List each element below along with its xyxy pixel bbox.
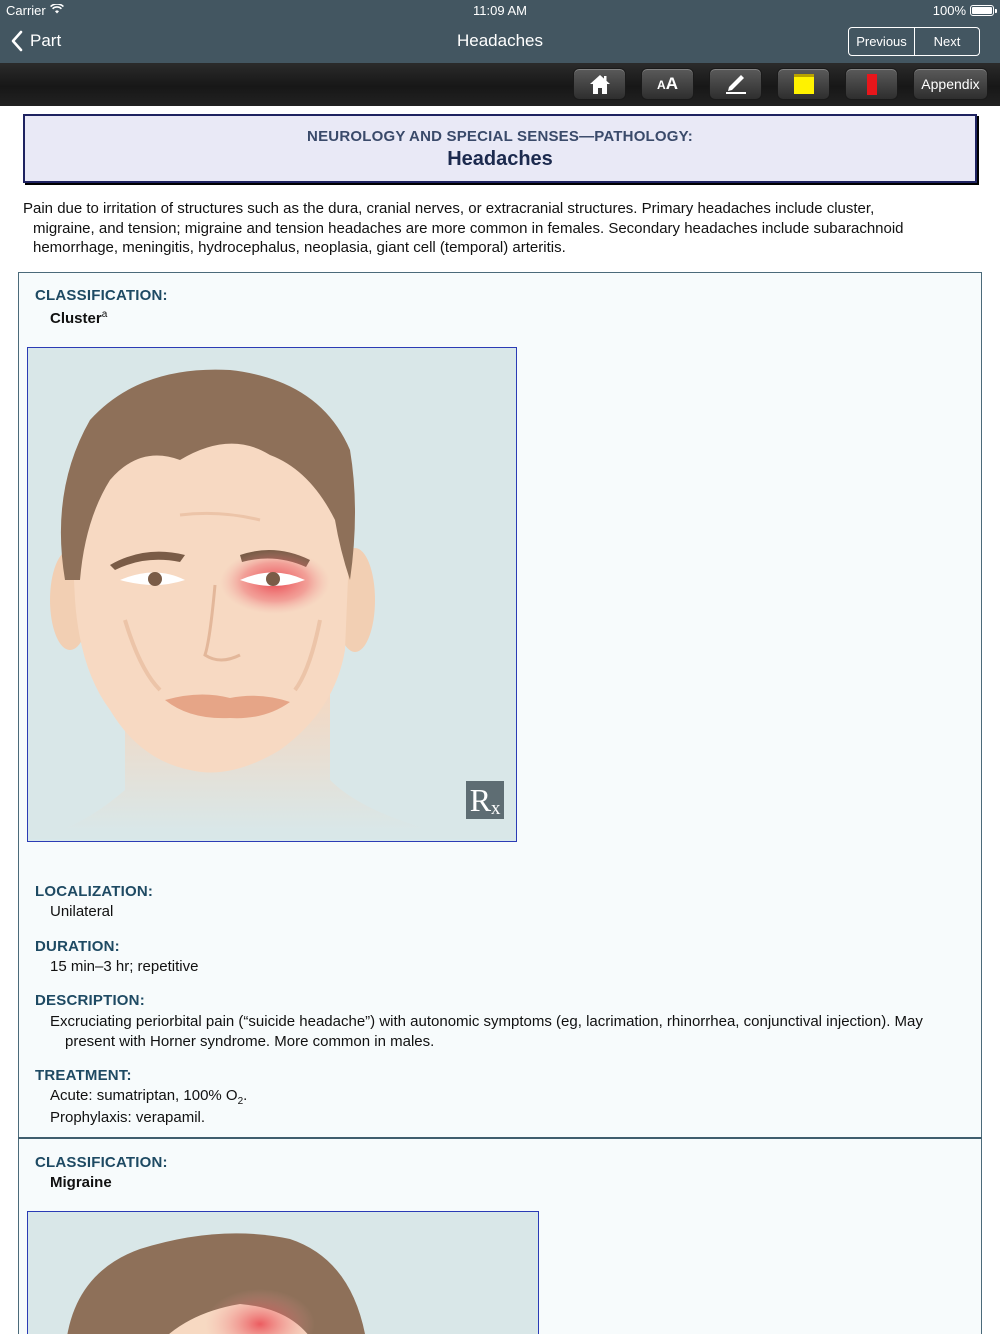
next-button[interactable]: Next [933, 34, 961, 49]
home-icon [588, 73, 612, 95]
classification-value: Cluster$^a$ [50, 309, 108, 327]
note-button[interactable] [777, 68, 830, 100]
nav-title: Headaches [456, 31, 543, 50]
description-value: Excruciating periorbital pain (“suicide headache”) with autonomic symptoms (eg, lacrimation, rhinorrhea, conjunctival injection). May present with Horner syndrome. More common in males. [50, 1013, 923, 1050]
intro-line: Pain due to irritation of structures such as the dura, cranial nerves, or extracranial structures. Primary headaches include cluster, [23, 200, 875, 217]
classification-label: CLASSIFICATION: [35, 1154, 168, 1171]
head-illustration [30, 1214, 538, 1334]
description-label: DESCRIPTION: [35, 992, 145, 1009]
navigation-bar [0, 0, 1000, 63]
red-bookmark-icon [867, 74, 877, 95]
treatment-label: TREATMENT: [35, 1067, 132, 1084]
duration-label: DURATION: [35, 938, 120, 955]
migraine-illustration[interactable] [27, 1211, 539, 1334]
pen-icon [724, 73, 748, 95]
text-size-button[interactable] [641, 68, 694, 100]
page-title-box [23, 114, 977, 183]
page-title: Headaches [447, 148, 553, 170]
text-size-icon: AA [657, 74, 678, 93]
carrier-label: Carrier [6, 3, 46, 18]
rx-icon[interactable]: Rₓ [466, 781, 504, 819]
treatment-acute: Acute: sumatriptan, 100% $O_2$. [50, 1087, 248, 1107]
classification-value: Migraine [50, 1174, 112, 1191]
section-heading: NEUROLOGY AND SPECIAL SENSES—PATHOLOGY: [307, 128, 693, 145]
section-divider [18, 1137, 982, 1139]
highlight-button[interactable] [709, 68, 762, 100]
bookmark-button[interactable] [845, 68, 898, 100]
face-illustration [30, 350, 516, 841]
previous-next-control [848, 27, 980, 56]
localization-label: LOCALIZATION: [35, 883, 154, 900]
appendix-button[interactable]: Appendix [913, 68, 988, 100]
intro-paragraph [23, 199, 973, 258]
intro-line: migraine, and tension; migraine and tension headaches are more common in females. Secondary headaches include subarachnoid [33, 219, 904, 237]
yellow-note-icon [794, 74, 814, 94]
treatment-prophylaxis: Prophylaxis: verapamil. [50, 1109, 206, 1126]
clock: 11:09 AM [473, 3, 527, 18]
classification-label: CLASSIFICATION: [35, 287, 168, 304]
battery-icon [970, 5, 994, 16]
intro-line: hemorrhage, meningitis, hydrocephalus, neoplasia, giant cell (temporal) arteritis. [33, 239, 566, 256]
battery-percent: 100% [932, 3, 966, 18]
previous-button[interactable]: Previous [849, 28, 915, 55]
cluster-headache-illustration[interactable] [27, 347, 517, 842]
home-button[interactable] [573, 68, 626, 100]
footnote-marker[interactable]: a [101, 309, 108, 320]
back-label: Part [30, 31, 62, 50]
localization-value: Unilateral [50, 903, 114, 920]
toolbar [0, 63, 1000, 106]
duration-value: 15 min–3 hr; repetitive [50, 958, 199, 975]
